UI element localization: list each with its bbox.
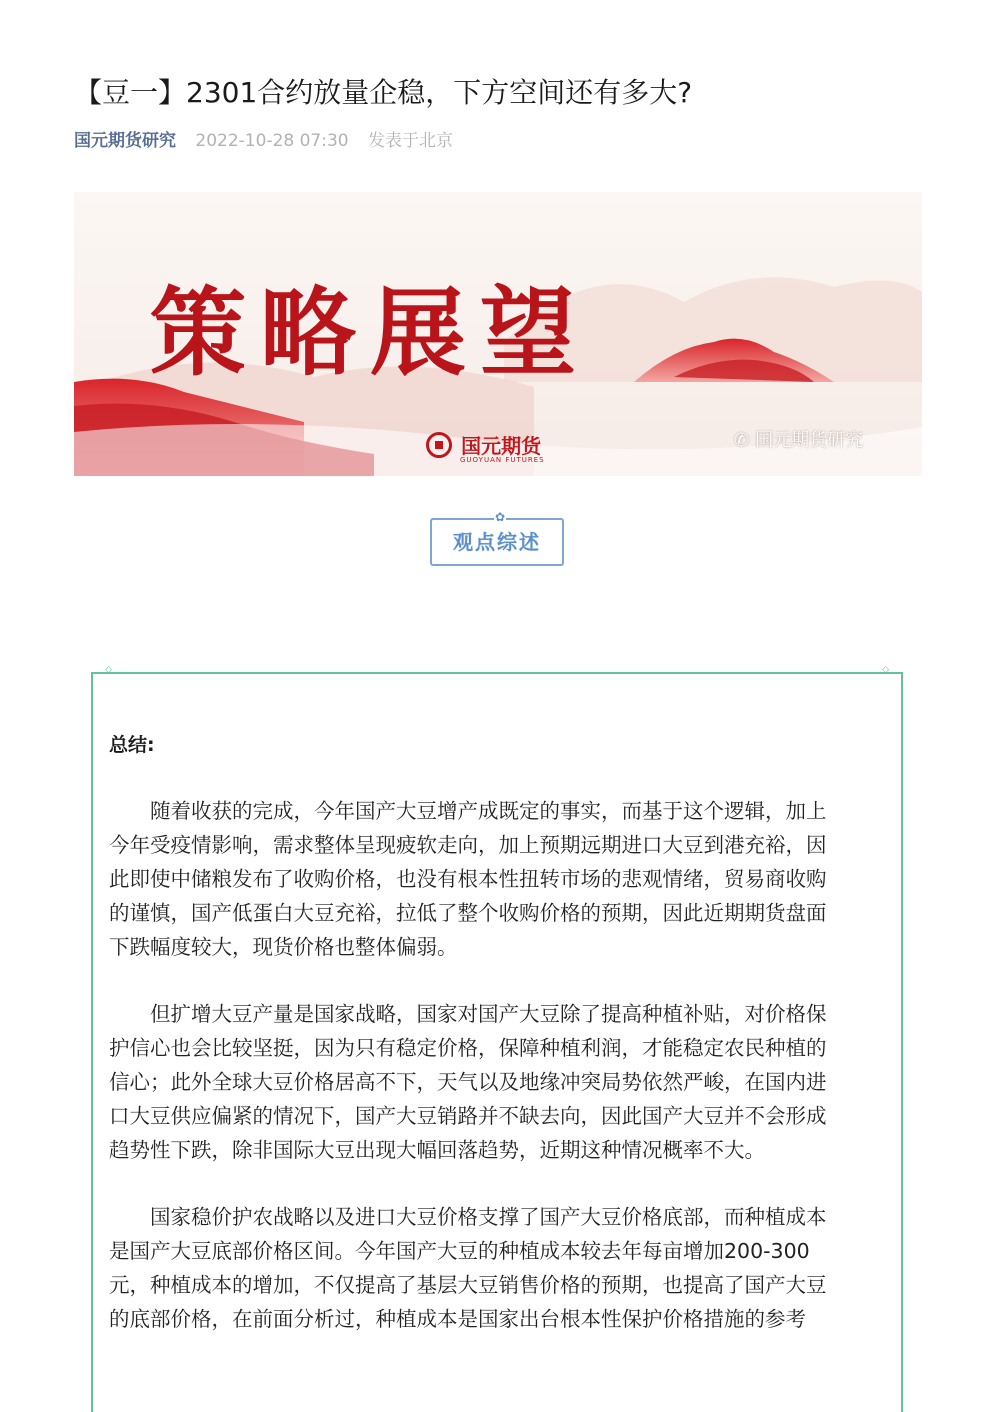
- paragraph-line: 护信心也会比较坚挺，因为只有稳定价格，保障种植利润，才能稳定农民种植的: [109, 1036, 827, 1060]
- paragraph-line: 此即使中储粮发布了收购价格，也没有根本性扭转市场的悲观情绪，贸易商收购: [109, 867, 827, 891]
- brand-name: 国元期货: [461, 434, 542, 458]
- watermark: [734, 426, 863, 452]
- paragraph-line: 的底部价格，在前面分析过，种植成本是国家出台根本性保护价格措施的参考: [109, 1307, 806, 1331]
- summary-paragraph-2: [109, 997, 887, 1167]
- summary-paragraph-1: [109, 794, 887, 964]
- section-tag: [430, 510, 564, 566]
- paragraph-line: 但扩增大豆产量是国家战略，国家对国产大豆除了提高种植补贴，对价格保: [150, 1002, 827, 1026]
- paragraph-line: 今年受疫情影响，需求整体呈现疲软走向，加上预期远期进口大豆到港充裕，因: [109, 833, 827, 857]
- paragraph-line: 信心；此外全球大豆价格居高不下，天气以及地缘冲突局势依然严峻，在国内进: [109, 1070, 827, 1094]
- summary-paragraph-3: [109, 1200, 887, 1336]
- publish-location: 发表于北京: [368, 131, 454, 151]
- paragraph-line: 口大豆供应偏紧的情况下，国产大豆销路并不缺去向，因此国产大豆并不会形成: [109, 1104, 827, 1128]
- paragraph-line: 的谨慎，国产低蛋白大豆充裕，拉低了整个收购价格的预期，因此近期期货盘面: [109, 901, 827, 925]
- guoyuan-logo-icon: [426, 432, 452, 458]
- section-tag-label: 观点综述: [453, 530, 541, 554]
- paragraph-line: 随着收获的完成，今年国产大豆增产成既定的事实，而基于这个逻辑，加上: [150, 799, 827, 823]
- watermark-text: 国元期货研究: [755, 430, 864, 451]
- paragraph-line: 是国产大豆底部价格区间。今年国产大豆的种植成本较去年每亩增加200-300: [109, 1239, 810, 1263]
- corner-ornament-right: ◇: [882, 665, 889, 675]
- summary-box: [91, 665, 903, 1412]
- brand-subtitle: GUOYUAN FUTURES: [460, 456, 545, 464]
- article-title: 【豆一】2301合约放量企稳，下方空间还有多大?: [74, 76, 693, 109]
- summary-heading: 总结:: [109, 734, 155, 756]
- corner-ornament-left: ◇: [105, 665, 112, 675]
- publish-time: 2022-10-28 07:30: [195, 131, 349, 151]
- article-meta: [74, 128, 453, 154]
- small-emblem-icon: ✿: [495, 510, 506, 524]
- paragraph-line: 国家稳价护农战略以及进口大豆价格支撑了国产大豆价格底部，而种植成本: [150, 1205, 827, 1229]
- wechat-icon: ✆: [734, 430, 750, 451]
- banner-image: [74, 192, 922, 476]
- paragraph-line: 下跌幅度较大，现货价格也整体偏弱。: [109, 935, 458, 959]
- paragraph-line: 趋势性下跌，除非国际大豆出现大幅回落趋势，近期这种情况概率不大。: [109, 1138, 765, 1162]
- banner-title: 策略展望: [150, 276, 590, 389]
- paragraph-line: 元，种植成本的增加，不仅提高了基层大豆销售价格的预期，也提高了国产大豆: [109, 1273, 827, 1297]
- brand-logo: [426, 430, 545, 466]
- account-name-link[interactable]: 国元期货研究: [74, 131, 176, 151]
